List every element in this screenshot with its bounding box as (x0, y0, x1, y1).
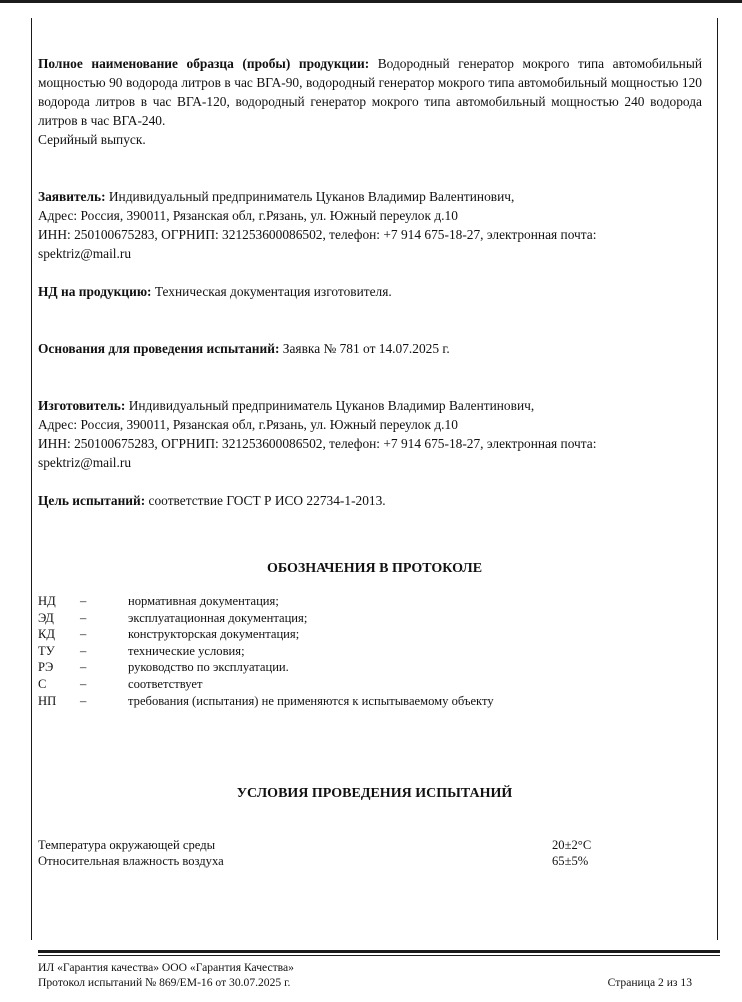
condition-row-humidity (38, 853, 678, 869)
abbr-dash: – (80, 610, 87, 625)
basis-text: Заявка № 781 от 14.07.2025 г. (282, 341, 450, 356)
basis-label: Основания для проведения испытаний: (38, 341, 280, 356)
footer-divider-thin (38, 955, 720, 956)
footer-divider-thick (38, 950, 720, 953)
abbr-dash: – (80, 594, 87, 608)
abbr-key: ТУ (38, 643, 55, 658)
abbr-dash: – (80, 660, 87, 675)
abbr-key: НП (38, 693, 57, 708)
abbr-text: нормативная документация; (128, 594, 279, 608)
manufacturer-label: Изготовитель: (38, 398, 126, 413)
list-item (38, 659, 598, 676)
conditions-title: УСЛОВИЯ ПРОВЕДЕНИЯ ИСПЫТАНИЙ (236, 786, 513, 801)
protocol-details (38, 54, 702, 510)
abbr-key: РЭ (38, 660, 54, 675)
applicant-ids: ИНН: 250100675283, ОГРНИП: 321253600086502, телефон: +7 914 675-18-27, электронная почта: (38, 227, 597, 242)
top-border (0, 0, 742, 3)
abbr-dash: – (80, 643, 87, 658)
list-item (38, 693, 598, 710)
nd-block (38, 282, 702, 301)
purpose-block (38, 491, 702, 510)
applicant-block (38, 187, 702, 263)
list-item (38, 676, 598, 693)
list-item (38, 626, 598, 643)
applicant-address: Адрес: Россия, 390011, Рязанская обл, г.Рязань, ул. Южный переулок д.10 (38, 208, 458, 223)
abbr-text: эксплуатационная документация; (128, 610, 308, 625)
purpose-label: Цель испытаний: (38, 493, 146, 508)
manufacturer-address: Адрес: Россия, 390011, Рязанская обл, г.Рязань, ул. Южный переулок д.10 (38, 417, 458, 432)
sample-series: Серийный выпуск. (38, 132, 146, 147)
abbr-dash: – (80, 693, 87, 708)
abbr-dash: – (80, 676, 87, 691)
condition-value: 20±2°С (552, 838, 592, 852)
abbreviations-list (38, 593, 598, 709)
condition-label: Относительная влажность воздуха (38, 854, 224, 868)
abbr-text: руководство по эксплуатации. (128, 660, 289, 675)
manufacturer-ids: ИНН: 250100675283, ОГРНИП: 321253600086502, телефон: +7 914 675-18-27, электронная почта: (38, 436, 597, 451)
nd-text: Техническая документация изготовителя. (154, 284, 392, 299)
sample-block (38, 54, 702, 149)
abbr-text: требования (испытания) не применяются к испытываемому объекту (128, 693, 494, 708)
condition-label: Температура окружающей среды (38, 838, 216, 852)
abbr-key: КД (38, 627, 55, 642)
abbr-key: ЭД (38, 610, 54, 625)
applicant-email: spektriz@mail.ru (38, 246, 132, 261)
manufacturer-block (38, 396, 702, 472)
condition-value: 65±5% (552, 854, 589, 868)
basis-block (38, 339, 702, 358)
nd-label: НД на продукцию: (38, 284, 152, 299)
footer-org: ИЛ «Гарантия качества» ООО «Гарантия Качества» (38, 961, 294, 974)
applicant-name: Индивидуальный предприниматель Цуканов Владимир Валентинович, (108, 189, 515, 204)
sample-label: Полное наименование образца (пробы) продукции: (38, 56, 370, 71)
abbreviations-title: ОБОЗНАЧЕНИЯ В ПРОТОКОЛЕ (266, 561, 483, 576)
list-item (38, 593, 598, 610)
abbr-dash: – (80, 627, 87, 642)
manufacturer-email: spektriz@mail.ru (38, 455, 132, 470)
abbr-text: конструкторская документация; (128, 627, 300, 642)
abbr-key: С (38, 676, 47, 691)
abbr-text: технические условия; (128, 643, 245, 658)
list-item (38, 643, 598, 660)
applicant-label: Заявитель: (38, 189, 106, 204)
condition-row-temperature (38, 837, 678, 853)
footer-protocol: Протокол испытаний № 869/ЕМ-16 от 30.07.2025 г. (38, 976, 291, 989)
abbr-text: соответствует (128, 676, 203, 691)
sample-text: Водородный генератор мокрого типа автомобильный мощностью 90 водорода литров в час ВГА-90, водородный генератор мокрого типа автомобильный мощностью 120 водорода литров в час ВГА-120, водородный генератор мокрого типа автомобильный мощностью 240 водорода литров в час ВГА-240. (38, 56, 702, 128)
abbr-key: НД (38, 594, 56, 608)
list-item (38, 610, 598, 627)
page-number: Страница 2 из 13 (607, 976, 692, 989)
manufacturer-name: Индивидуальный предприниматель Цуканов Владимир Валентинович, (128, 398, 535, 413)
purpose-text: соответствие ГОСТ Р ИСО 22734-1-2013. (148, 493, 386, 508)
